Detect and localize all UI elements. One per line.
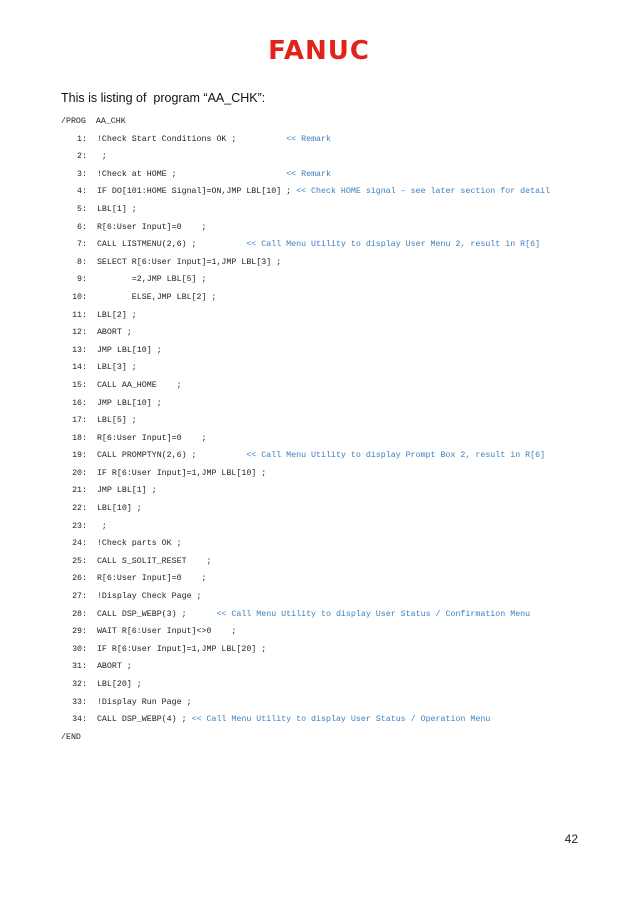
code-line	[61, 518, 550, 536]
line-code: R[6:User Input]=0 ;	[87, 433, 207, 443]
line-number: 13:	[72, 345, 87, 355]
line-code: CALL AA_HOME ;	[87, 380, 182, 390]
line-code: ;	[87, 152, 107, 162]
code-line	[61, 447, 550, 465]
line-code: !Display Run Page ;	[87, 697, 192, 707]
page-number: 42	[564, 832, 578, 846]
fanuc-logo: FANUC	[268, 36, 370, 66]
line-code: ABORT ;	[87, 328, 132, 338]
line-number: 34:	[72, 715, 87, 725]
code-line	[61, 694, 550, 712]
intro-text: This is listing of program “AA_CHK”:	[61, 91, 266, 105]
line-code: !Check parts OK ;	[87, 539, 182, 549]
code-line	[61, 324, 550, 342]
line-number: 12:	[72, 328, 87, 338]
code-line	[61, 465, 550, 483]
line-code: JMP LBL[1] ;	[87, 486, 157, 496]
line-code: ABORT ;	[87, 662, 132, 672]
line-code: LBL[3] ;	[87, 363, 137, 373]
line-number: 25:	[72, 556, 87, 566]
code-line	[61, 342, 550, 360]
code-line	[61, 359, 550, 377]
line-number: 15:	[72, 380, 87, 390]
line-number: 19:	[72, 451, 87, 461]
line-code: ;	[87, 521, 107, 531]
code-line	[61, 201, 550, 219]
line-code: LBL[2] ;	[87, 310, 137, 320]
line-code: ELSE,JMP LBL[2] ;	[87, 292, 217, 302]
line-code: R[6:User Input]=0 ;	[87, 222, 207, 232]
line-remark: << Call Menu Utility to display User Status / Operation Menu	[191, 715, 491, 725]
code-line	[61, 606, 550, 624]
line-code: !Check Start Conditions OK ;	[87, 134, 287, 144]
code-line	[61, 219, 550, 237]
line-number: 14:	[72, 363, 87, 373]
line-number: 4:	[77, 187, 87, 197]
code-line	[61, 166, 550, 184]
code-line	[61, 395, 550, 413]
code-line	[61, 412, 550, 430]
line-code: !Check at HOME ;	[87, 169, 287, 179]
prog-header: /PROG AA_CHK	[61, 117, 126, 126]
prog-footer: /END	[61, 732, 81, 742]
code-line	[61, 588, 550, 606]
line-code: LBL[5] ;	[87, 416, 137, 426]
line-code: CALL DSP_WEBP(4) ;	[87, 715, 192, 725]
line-number: 9:	[77, 275, 87, 285]
code-line	[61, 271, 550, 289]
line-number: 30:	[72, 644, 87, 654]
code-line	[61, 377, 550, 395]
code-line	[61, 623, 550, 641]
line-code: CALL PROMPTYN(2,6) ;	[87, 451, 247, 461]
line-number: 31:	[72, 662, 87, 672]
line-remark: << Call Menu Utility to display User Status / Confirmation Menu	[216, 609, 531, 619]
program-listing	[61, 113, 550, 746]
code-line	[61, 553, 550, 571]
line-number: 20:	[72, 468, 87, 478]
line-number: 27:	[72, 592, 87, 602]
line-code: LBL[20] ;	[87, 680, 142, 689]
code-line	[61, 148, 550, 166]
code-line	[61, 570, 550, 588]
code-line	[61, 430, 550, 448]
line-remark: << Check HOME signal – see later section for detail	[296, 187, 551, 197]
line-code: IF DO[101:HOME Signal]=ON,JMP LBL[10] ;	[87, 187, 297, 197]
line-code: !Display Check Page ;	[87, 592, 202, 602]
line-number: 18:	[72, 433, 87, 443]
code-line	[61, 236, 550, 254]
line-number: 3:	[77, 169, 87, 179]
line-number: 22:	[72, 504, 87, 514]
line-remark: << Call Menu Utility to display Prompt Box 2, result in R[6]	[246, 451, 546, 461]
line-number: 16:	[72, 398, 87, 408]
code-line	[61, 641, 550, 659]
line-code: SELECT R[6:User Input]=1,JMP LBL[3] ;	[87, 257, 282, 267]
code-line	[61, 307, 550, 325]
line-code: =2,JMP LBL[5] ;	[87, 275, 207, 285]
line-code: LBL[10] ;	[87, 504, 142, 514]
line-number: 23:	[72, 521, 87, 531]
code-line	[61, 658, 550, 676]
line-number: 33:	[72, 697, 87, 707]
code-line	[61, 289, 550, 307]
line-number: 21:	[72, 486, 87, 496]
code-line	[61, 500, 550, 518]
code-line	[61, 711, 550, 729]
line-number: 29:	[72, 627, 87, 637]
line-code: R[6:User Input]=0 ;	[87, 574, 207, 584]
line-code: CALL S_SOLIT_RESET ;	[87, 556, 212, 566]
code-line	[61, 183, 550, 201]
line-code: WAIT R[6:User Input]<>0 ;	[87, 627, 237, 637]
line-number: 24:	[72, 539, 87, 549]
line-code: LBL[1] ;	[87, 204, 137, 214]
line-code: JMP LBL[10] ;	[87, 345, 162, 355]
listing-body	[61, 131, 550, 729]
code-line	[61, 482, 550, 500]
line-remark: << Call Menu Utility to display User Menu 2, result in R[6]	[246, 240, 541, 250]
line-number: 17:	[72, 416, 87, 426]
code-line	[61, 131, 550, 149]
line-remark: << Remark	[286, 169, 331, 179]
line-number: 32:	[72, 680, 87, 689]
line-number: 8:	[77, 257, 87, 267]
code-line	[61, 676, 550, 694]
line-number: 6:	[77, 222, 87, 232]
line-number: 5:	[77, 204, 87, 214]
line-remark: << Remark	[286, 134, 331, 144]
line-code: CALL LISTMENU(2,6) ;	[87, 240, 247, 250]
line-code: JMP LBL[10] ;	[87, 398, 162, 408]
line-number: 1:	[77, 134, 87, 144]
line-number: 26:	[72, 574, 87, 584]
code-line	[61, 254, 550, 272]
line-code: CALL DSP_WEBP(3) ;	[87, 609, 217, 619]
code-line	[61, 535, 550, 553]
line-code: IF R[6:User Input]=1,JMP LBL[10] ;	[87, 468, 267, 478]
line-number: 28:	[72, 609, 87, 619]
line-number: 7:	[77, 240, 87, 250]
line-number: 11:	[72, 310, 87, 320]
line-number: 2:	[77, 152, 87, 162]
line-code: IF R[6:User Input]=1,JMP LBL[20] ;	[87, 644, 267, 654]
line-number: 10:	[72, 292, 87, 302]
